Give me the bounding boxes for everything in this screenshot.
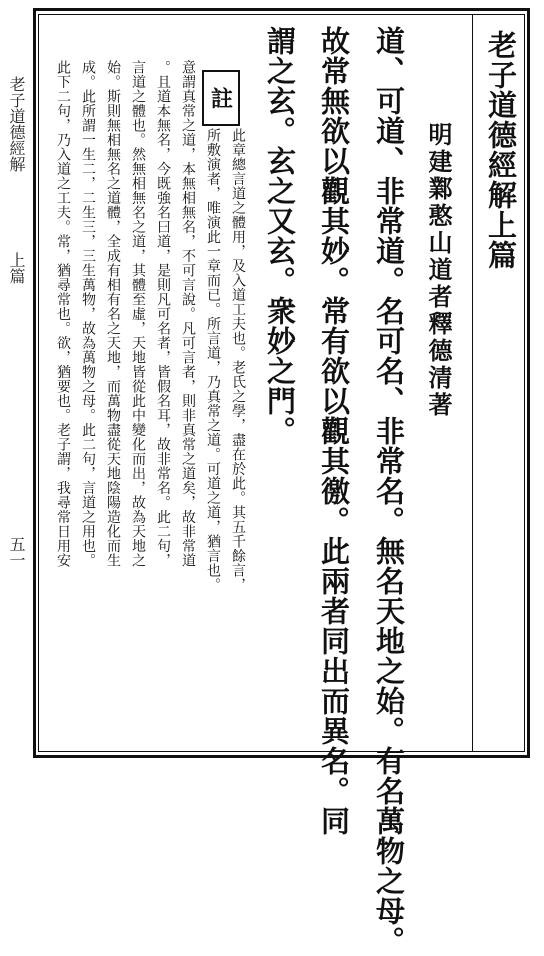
commentary-line-8: 此下二句，乃入道之工夫。常，猶尋常也。欲，猶要也。老子謂，我尋常日用安 <box>55 60 71 568</box>
commentary-line-7: 成。此所謂一生二，二生三，三生萬物，故為萬物之母。此二句，言道之用也。 <box>80 60 96 568</box>
column-divider <box>472 14 473 752</box>
commentary-marker <box>202 70 240 126</box>
commentary-line-2: 所敷演者，唯演此一章而已。所言道，乃真常之道。可道之道，猶言也。 <box>205 128 221 592</box>
commentary-line-1: 此章總言道之體用，及入道工夫也。老氏之學，盡在於此。其五千餘言， <box>230 128 246 592</box>
main-text-line-1: 道、可道、非常道。名可名、非常名。無名天地之始。有名萬物之母。 <box>372 26 406 956</box>
commentary-line-5: 言道之體也。然無相無名之道，其體至虛，天地皆從此中變化而出，故為天地之 <box>130 60 146 568</box>
commentary-line-4: 。且道本無名，今既強名曰道，是則凡可名者，皆假名耳，故非常名。此二句， <box>155 60 171 568</box>
book-title: 老子道德經解上篇 <box>484 30 518 270</box>
margin-section: 上篇 <box>7 252 26 284</box>
commentary-line-6: 始。斯則無相無名之道體，全成有相有名之天地，而萬物盡從天地陰陽造化而生 <box>105 60 121 568</box>
commentary-line-3: 意謂真常之道，本無相無名，不可言說。凡可言者，則非真常之道矣，故非常道 <box>180 60 196 568</box>
main-text-line-3: 謂之玄。玄之又玄。衆妙之門。 <box>263 26 297 446</box>
main-text-line-2: 故常無欲以觀其妙。常有欲以觀其徼。此兩者同出而異名。同 <box>317 26 351 836</box>
margin-book-title: 老子道德經解 <box>7 76 26 172</box>
author-line: 明建鄴憨山道者釋德清著 <box>424 122 453 419</box>
commentary-marker-label: 註 <box>207 87 234 109</box>
margin-page-number: 五一 <box>7 536 26 568</box>
